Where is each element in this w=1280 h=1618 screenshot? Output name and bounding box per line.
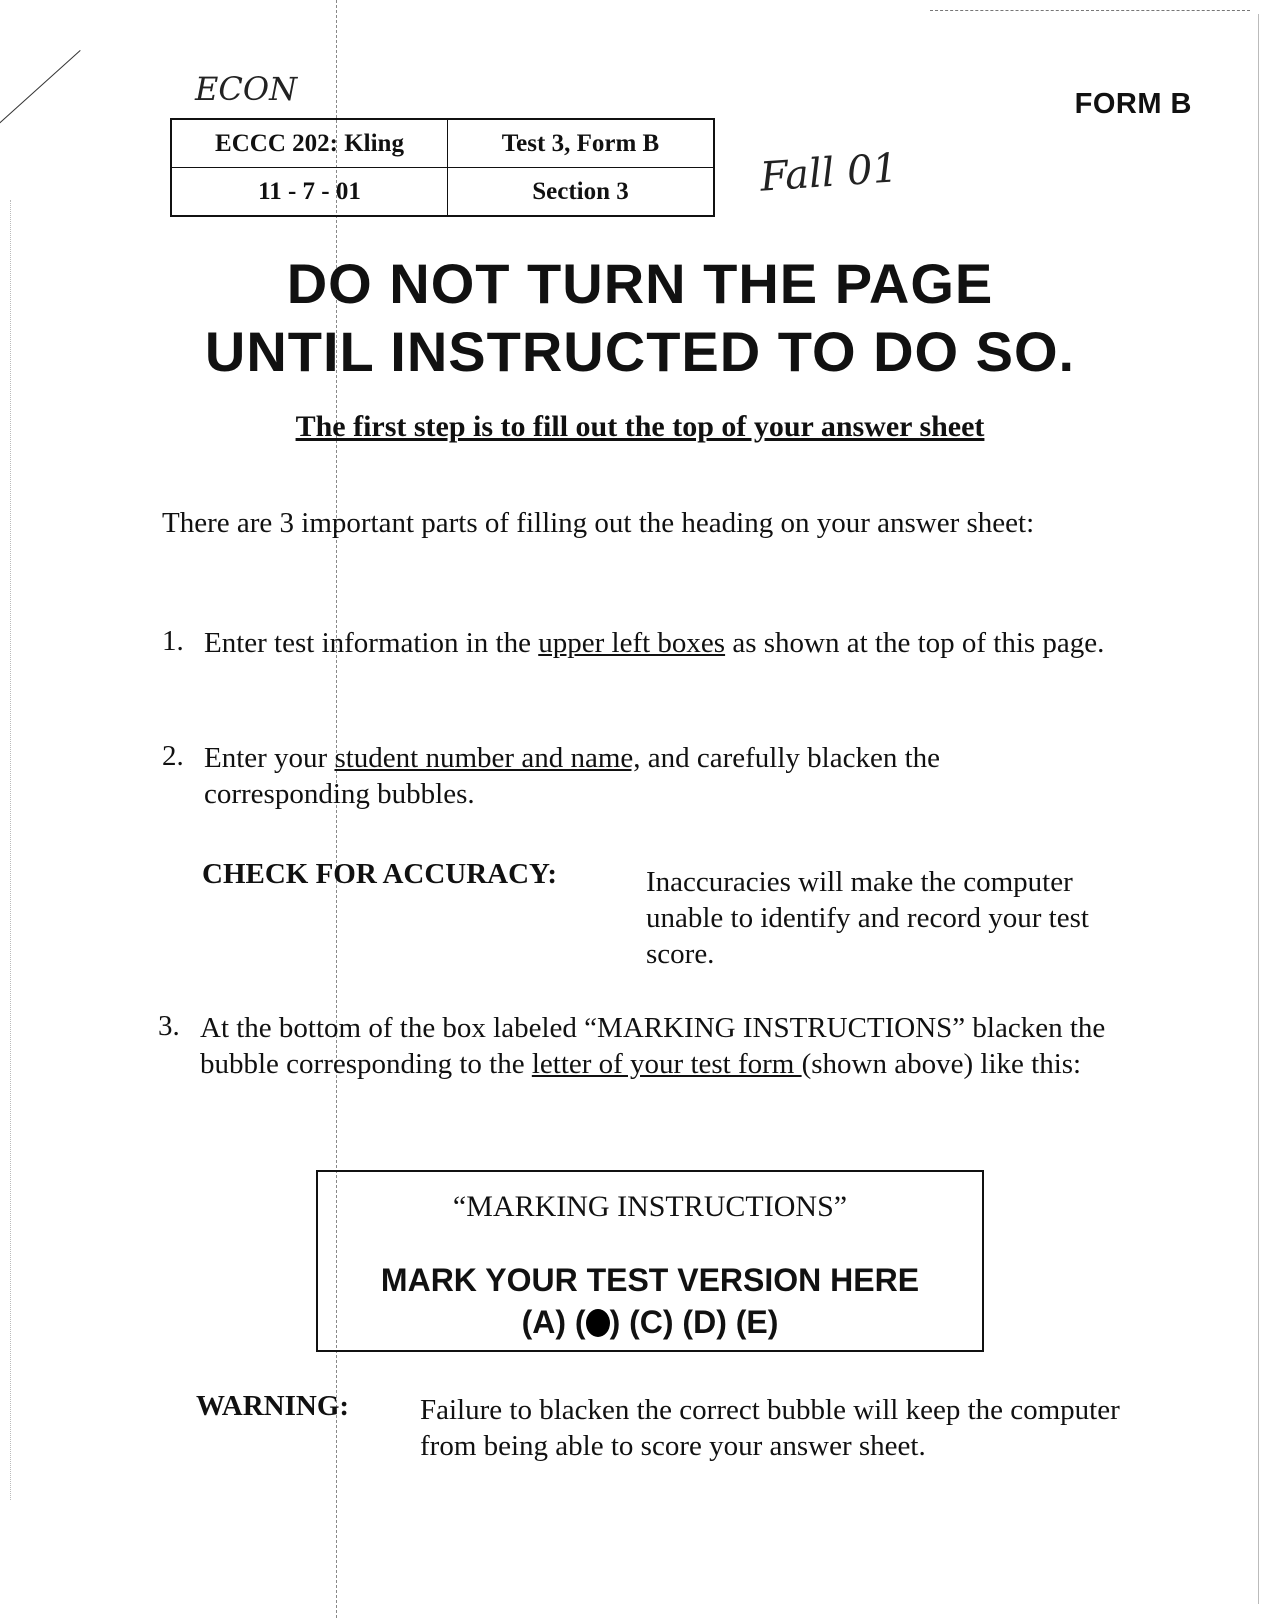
step-underlined: letter of your test form [531, 1048, 802, 1080]
test-cell: Test 3, Form B [448, 119, 715, 168]
step-text [204, 740, 1084, 812]
headline-line-1: DO NOT TURN THE PAGE [286, 252, 994, 315]
scan-margin-marks [10, 200, 11, 1500]
step-text-part: (shown above) like this: [801, 1048, 1082, 1080]
scan-edge-line-right [1258, 14, 1259, 1604]
scan-edge-line [930, 10, 1250, 11]
option-c: (C) [629, 1304, 674, 1340]
check-accuracy-text: Inaccuracies will make the computer unable to identify and record your test score. [646, 866, 1089, 970]
marking-box-title: “MARKING INSTRUCTIONS” [452, 1190, 848, 1223]
section-cell: Section 3 [448, 168, 715, 217]
intro-paragraph: There are 3 important parts of filling out the heading on your answer sheet: [162, 507, 1035, 539]
step-text-part: Enter test information in the [204, 627, 539, 659]
test-info-table [170, 118, 715, 217]
headline-line-2: UNTIL INSTRUCTED TO DO SO. [204, 320, 1076, 383]
test-version-options [318, 1304, 982, 1341]
option-b-open: ( [574, 1304, 586, 1340]
filled-bubble-icon [586, 1309, 610, 1337]
marking-instructions-box [316, 1170, 984, 1352]
warning-label: WARNING: [196, 1390, 350, 1422]
marking-box-version-label: MARK YOUR TEST VERSION HERE [380, 1262, 920, 1298]
handwritten-term: Fall 01 [758, 145, 900, 201]
option-a: (A) [521, 1304, 567, 1340]
step-number: 1. [162, 625, 184, 657]
step-underlined: student number and name, [334, 742, 641, 774]
step-underlined: upper left boxes [538, 627, 726, 659]
course-cell: ECCC 202: Kling [171, 119, 448, 168]
form-label: FORM B [1074, 88, 1192, 120]
step-text [200, 1010, 1155, 1082]
option-d: (D) [682, 1304, 727, 1340]
option-e: (E) [735, 1304, 779, 1340]
check-accuracy-label: CHECK FOR ACCURACY: [202, 858, 557, 890]
step-text-part: and carefully blacken the corresponding bubbles. [204, 742, 941, 810]
pen-stroke [0, 50, 81, 124]
step-number: 2. [162, 740, 184, 772]
step-text-part: as shown at the top of this page. [725, 627, 1105, 659]
step-number: 3. [158, 1010, 180, 1042]
step-text-part: Enter your [204, 742, 335, 774]
step-text [204, 625, 1124, 661]
step-text-part: At the bottom of the box labeled “MARKING INSTRUCTIONS” blacken the bubble corresponding to the [200, 1012, 1106, 1080]
option-b-close: ) [609, 1304, 621, 1340]
option-b [575, 1304, 620, 1340]
date-cell: 11 - 7 - 01 [171, 168, 448, 217]
warning-text: Failure to blacken the correct bubble will keep the computer from being able to score your answer sheet. [420, 1394, 1120, 1462]
subheading: The first step is to fill out the top of your answer sheet [295, 410, 985, 443]
handwritten-econ: ECON [195, 70, 298, 108]
